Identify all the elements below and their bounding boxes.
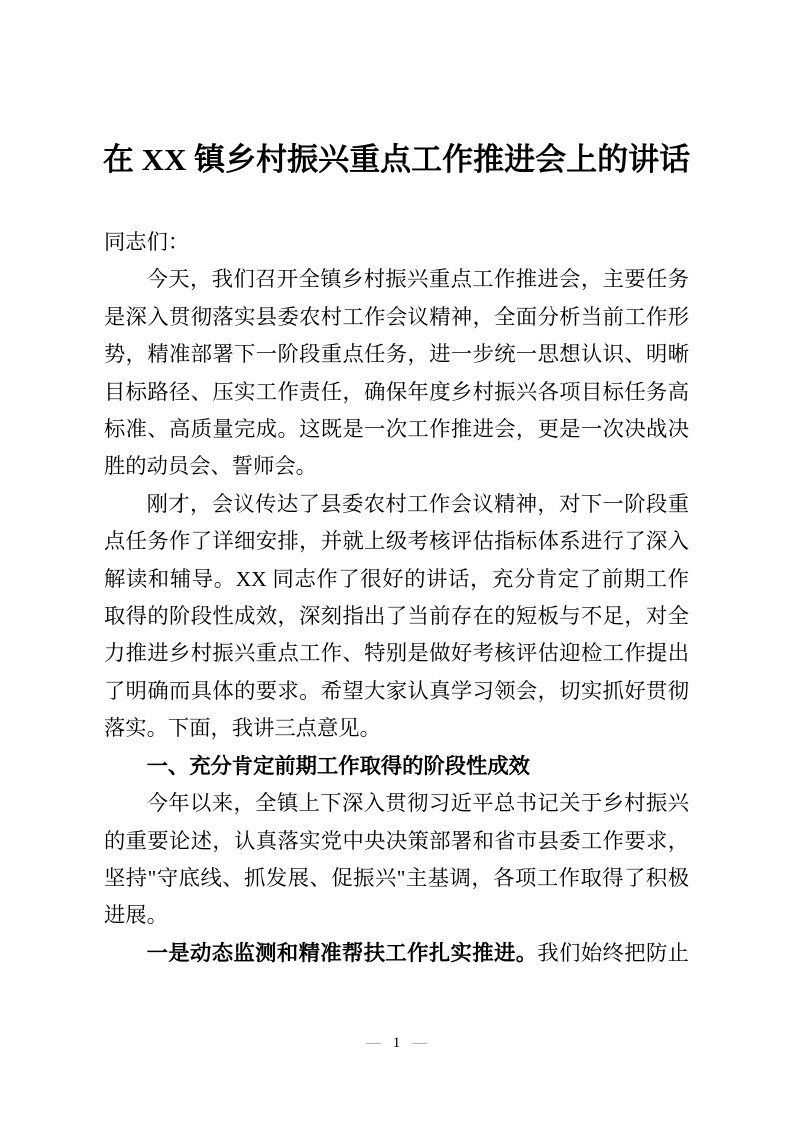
document-title: 在 XX 镇乡村振兴重点工作推进会上的讲话 — [102, 142, 691, 177]
paragraph-4-text: 我们始终把防止 — [537, 940, 689, 965]
section-heading-1: 一、充分肯定前期工作取得的阶段性成效 — [146, 753, 530, 778]
document-content — [104, 140, 689, 972]
paragraph-1: 今天，我们召开全镇乡村振兴重点工作推进会，主要任务是深入贯彻落实县委农村工作会议精神，全面分析当前工作形势，精准部署下一阶段重点任务，进一步统一思想认识、明晰目标路径、压实工作责任，确保年度乡村振兴各项目标任务高标准、高质量完成。这既是一次工作推进会，更是一次决战决胜的动员会、誓师会。 — [104, 267, 689, 479]
page-number-dash-right: — — [412, 1035, 428, 1051]
page-number: 1 — [392, 1035, 401, 1051]
document-body — [104, 224, 689, 972]
page-number-dash-left: — — [365, 1035, 381, 1051]
page-footer — [0, 1032, 793, 1054]
paragraph-3: 今年以来，全镇上下深入贯彻习近平总书记关于乡村振兴的重要论述，认真落实党中央决策部署和省市县委工作要求，坚持"守底线、抓发展、促振兴"主基调，各项工作取得了积极进展。 — [104, 791, 689, 928]
paragraph-4 — [104, 935, 689, 972]
paragraph-4-bold-lead: 一是动态监测和精准帮扶工作扎实推进。 — [146, 940, 538, 965]
salutation-paragraph: 同志们： — [104, 230, 190, 254]
paragraph-2: 刚才，会议传达了县委农村工作会议精神，对下一阶段重点任务作了详细安排，并就上级考核评估指标体系进行了深入解读和辅导。XX 同志作了很好的讲话，充分肯定了前期工作取得的阶段性成效，深刻指出了当前存在的短板与不足，对全力推进乡村振兴重点工作、特别是做好考核评估迎检工作提出了明确而具体的要求。希望大家认真学习领会，切实抓好贯彻落实。下面，我讲三点意见。 — [104, 491, 689, 741]
